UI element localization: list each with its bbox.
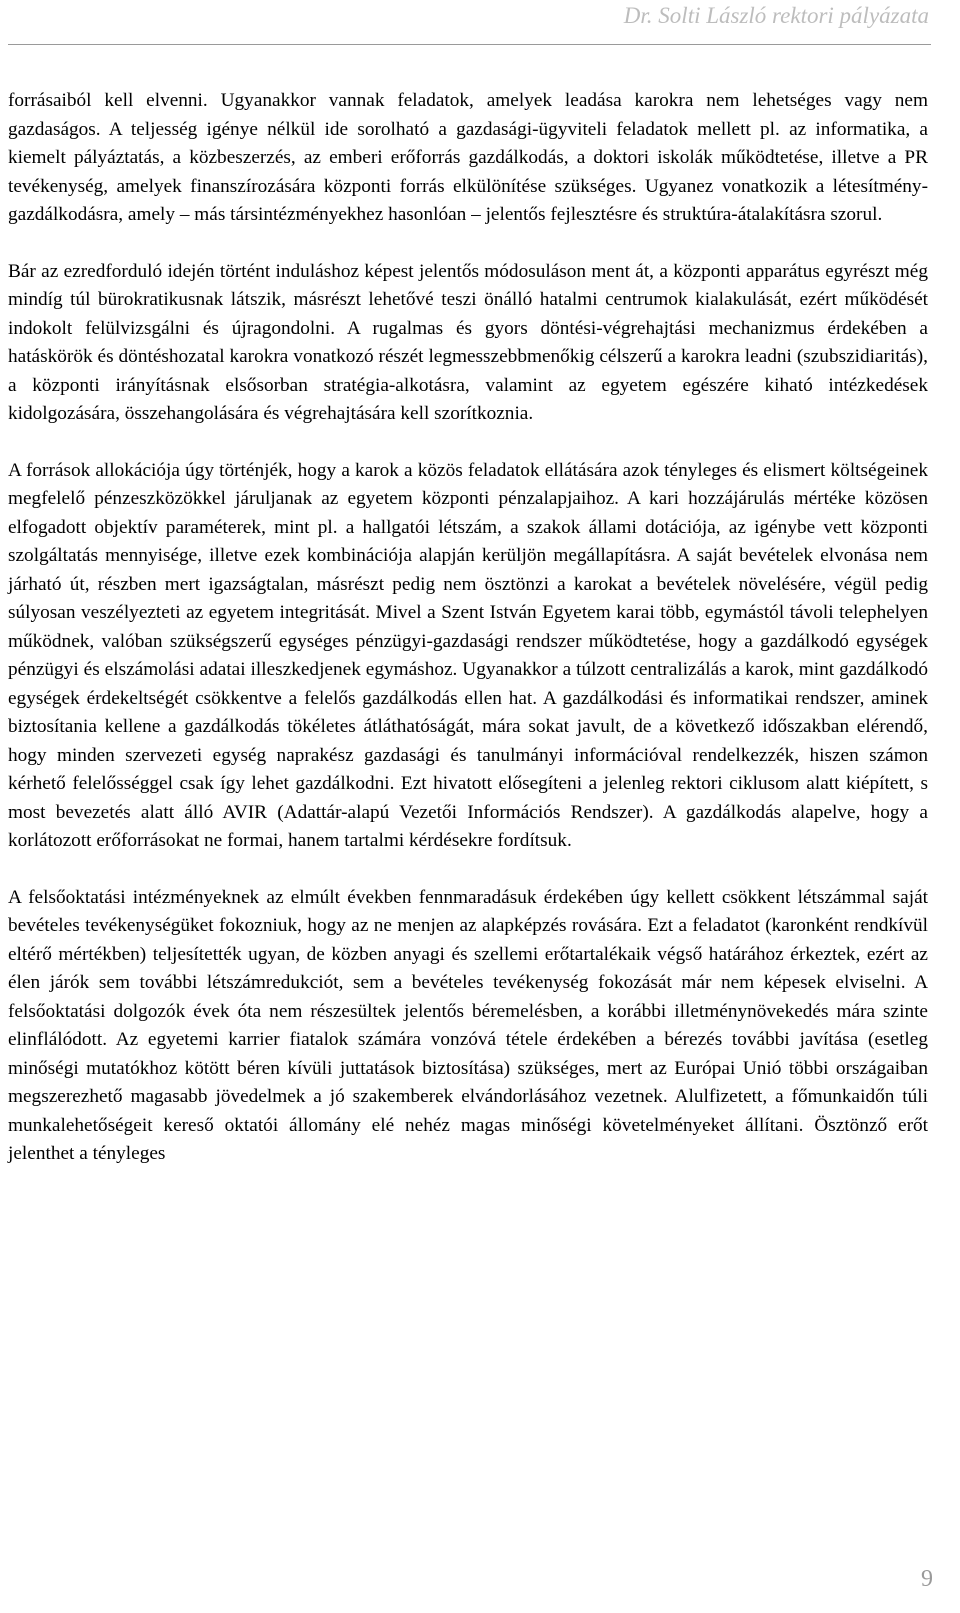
header-divider xyxy=(8,44,931,45)
paragraph: A felsőoktatási intézményeknek az elmúlt években fennmaradásuk érdekében úgy kellett csökkent létszámmal saját bevételes tevékenységüket fokozniuk, hogy az ne menjen az alapképzés rovására. Ezt a feladatot (karonként rendkívül eltérő mértékben) teljesítették ugyan, de közben anyagi és szellemi erőtartalékaik végső határához érkeztek, ezért az élen járók sem további létszámredukciót, sem a bevételes tevékenység fokozását már nem képesek elviselni. A felsőoktatási dolgozók évek óta nem részesültek jelentős béremelésben, a korábbi illetménynövekedés mára szinte elinflálódott. Az egyetemi karrier fiatalok számára vonzóvá tétele érdekében a bérezés további javítása (esetleg minőségi mutatókhoz kötött béren kívüli juttatások biztosítása) szükséges, mert az Európai Unió többi országaiban megszerezhető magasabb jövedelmek a jó szakemberek elvándorlásához vezetnek. Alulfizetett, a főmunkaidőn túli munkalehetőségeit kereső oktatói állomány elé nehéz magas minőségi követelményeket állítani. Ösztönző erőt jelenthet a tényleges xyxy=(8,886,928,1164)
paragraph: Bár az ezredforduló idején történt induláshoz képest jelentős módosuláson ment át, a központi apparátus egyrészt még mindíg túl bürokratikusnak látszik, másrészt lehetővé teszi önálló hatalmi centrumok kialakulását, ezért működését indokolt felülvizsgálni és újragondolni. A rugalmas és gyors döntési-végrehajtási mechanizmus érdekében a hatáskörök és döntéshozatal karokra vonatkozó részét legmesszebbmenőkig célszerű a karokra leadni (szubszidiaritás), a központi irányításnak elsősorban stratégia-alkotásra, valamint az egyetem egészére kiható intézkedések kidolgozására, összehangolására és végrehajtására kell szorítkoznia. xyxy=(8,260,928,424)
paragraph: A források allokációja úgy történjék, hogy a karok a közös feladatok ellátására azok tényleges és elismert költségeinek megfelelő pénzeszközökkel járuljanak az egyetem központi pénzalapjaihoz. A kari hozzájárulás mértéke közösen elfogadott objektív paraméterek, mint pl. a hallgatói létszám, a szakok állami dotációja, az igénybe vett központi szolgáltatás mennyisége, illetve ezek kombinációja alapján kerüljön megállapításra. A saját bevételek elvonása nem járható út, részben mert igazságtalan, másrészt pedig nem ösztönzi a karokat a bevételek növelésére, végül pedig súlyosan veszélyezteti az egyetem integritását. Mivel a Szent István Egyetem karai több, egymástól távoli telephelyen működnek, valóban szükségszerű egységes pénzügyi-gazdasági rendszer működtetése, hogy a gazdálkodó egységek pénzügyi és elszámolási adatai illeszkedjenek egymáshoz. Ugyanakkor a túlzott centralizálás a karok, mint gazdálkodó egységek érdekeltségét csökkentve a felelős gazdálkodás ellen hat. A gazdálkodási és informatikai rendszer, aminek biztosítania kellene a gazdálkodás tökéletes átláthatóságát, mára sokat javult, de a következő időszakban elérendő, hogy minden szervezeti egység naprakész gazdasági és tanulmányi információval rendelkezzék, hiszen számon kérhető felelősséggel csak így lehet gazdálkodni. Ezt hivatott elősegíteni a jelenleg rektori ciklusom alatt kiépített, s most bevezetés alatt álló AVIR (Adattár-alapú Vezetői Információs Rendszer). A gazdálkodás alapelve, hogy a korlátozott erőforrásokat ne formai, hanem tartalmi kérdésekre fordítsuk. xyxy=(8,459,928,851)
body-text xyxy=(8,87,928,1197)
running-header-title: Dr. Solti László rektori pályázata xyxy=(623,3,929,28)
paragraph: forrásaiból kell elvenni. Ugyanakkor vannak feladatok, amelyek leadása karokra nem lehetséges vagy nem gazdaságos. A teljesség igénye nélkül ide sorolható a gazdasági-ügyviteli feladatok mellett pl. az informatika, a kiemelt pályáztatás, a közbeszerzés, az emberi erőforrás gazdálkodás, a doktori iskolák működtetése, illetve a PR tevékenység, amelyek finanszírozására központi forrás elkülönítése szükséges. Ugyanez vonatkozik a létesítmény-gazdálkodásra, amely – más társintézményekhez hasonlóan – jelentős fejlesztésre és struktúra-átalakításra szorul. xyxy=(8,90,928,225)
page-number: 9 xyxy=(921,1566,933,1592)
